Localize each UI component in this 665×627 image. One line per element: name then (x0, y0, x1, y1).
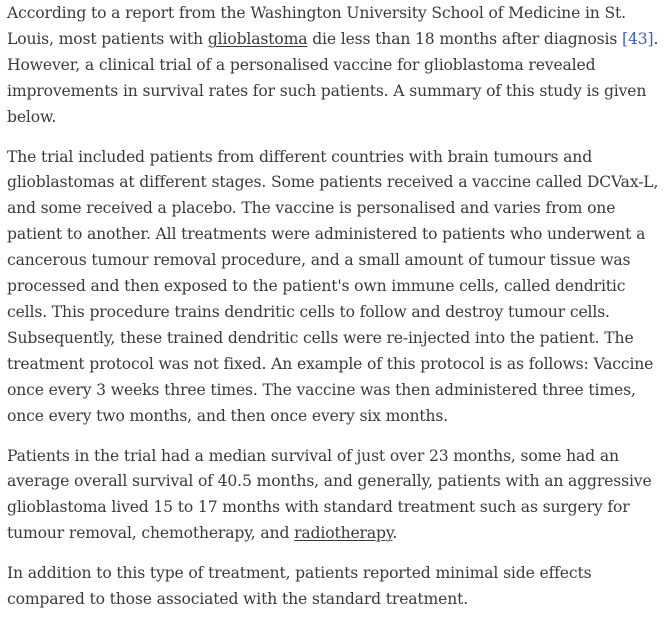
paragraph-survival-text-1: Patients in the trial had a median survival of just over 23 months, some had an average overall survival of 40.5 months, and generally, patients with an aggressive glioblastoma lived 15 to 17 months with standard treatment such as surgery for tumour removal, chemotherapy, and (7, 446, 652, 543)
paragraph-intro-text-1: According to a report from the Washington University School of Medicine in St. Louis, most patients with (7, 4, 626, 48)
paragraph-intro-text-3: . However, a clinical trial of a personalised vaccine for glioblastoma revealed improvements in survival rates for such patients. A summary of this study is given below. (7, 29, 659, 126)
paragraph-intro (7, 1, 659, 131)
paragraph-side-effects-text: In addition to this type of treatment, patients reported minimal side effects compared to those associated with the standard treatment. (7, 564, 592, 609)
article-body (7, 0, 659, 627)
paragraph-side-effects (7, 561, 659, 613)
paragraph-survival-results (7, 444, 659, 548)
paragraph-survival-text-2: . (392, 524, 398, 543)
radiotherapy-link[interactable]: radiotherapy (294, 524, 393, 543)
citation-43-link[interactable]: [43] (622, 29, 654, 48)
paragraph-trial-design-text: The trial included patients from different countries with brain tumours and glioblastomas at different stages. Some patients received a vaccine called DCVax-L, and some received a placebo. The vaccine is personalised and varies from one patient to another. All treatments were administered to patients who underwent a cancerous tumour removal procedure, and a small amount of tumour tissue was processed and then exposed to the patient's own immune cells, called dendritic cells. This procedure trains dendritic cells to follow and destroy tumour cells. Subsequently, these trained dendritic cells were re-injected into the patient. The treatment protocol was not fixed. An example of this protocol is as follows: Vaccine once every 3 weeks three times. The vaccine was then administered three times, once every two months, and then once every six months. (7, 147, 659, 425)
paragraph-trial-design (7, 145, 659, 430)
paragraph-intro-text-2: die less than 18 months after diagnosis (307, 29, 623, 48)
glioblastoma-link[interactable]: glioblastoma (207, 29, 308, 48)
